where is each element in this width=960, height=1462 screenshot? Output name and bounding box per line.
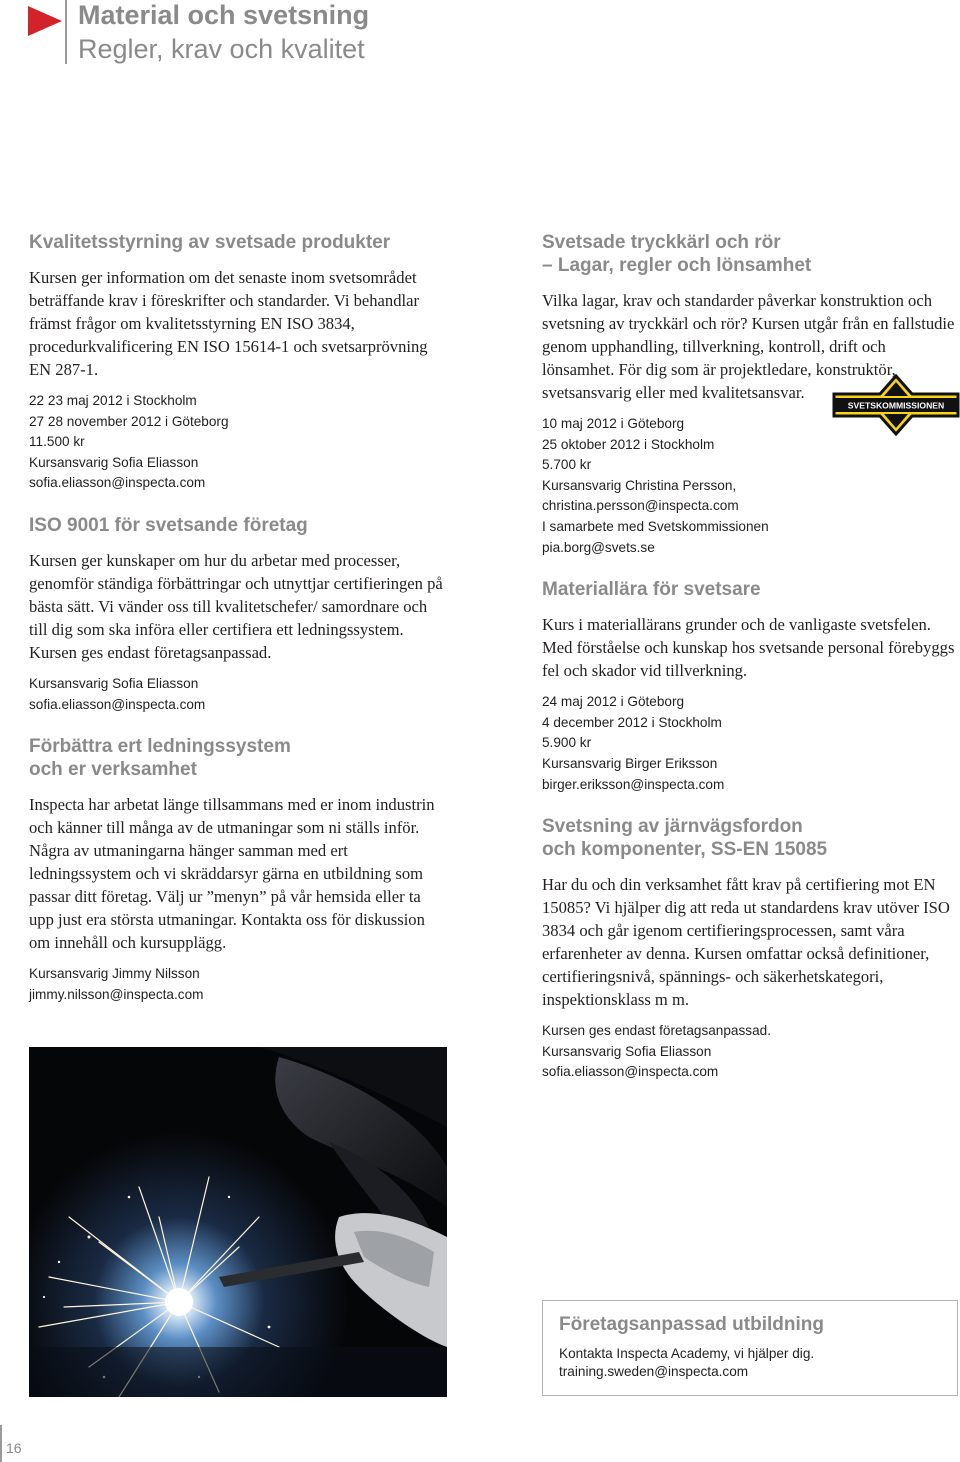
company-training-box — [542, 1300, 958, 1396]
box-line: Kontakta Inspecta Academy, vi hjälper dig. — [559, 1346, 815, 1361]
section-body: Kursen ger information om det senaste inom svetsområdet beträffande krav i föreskrifter och standarder. Vi behandlar främst frågor om kvalitetsstyrning EN ISO 3834, procedurkvalificering EN ISO 15614-1 och svetsarprövning EN 287-1. — [29, 268, 428, 379]
page-subtitle: Regler, krav och kvalitet — [78, 34, 365, 64]
course-date: 22 23 maj 2012 i Stockholm — [29, 393, 197, 408]
section-iso-9001 — [29, 514, 449, 715]
box-text — [559, 1345, 941, 1381]
partner-note: I samarbete med Svetskommissionen — [542, 518, 769, 534]
course-date: 4 december 2012 i Stockholm — [542, 714, 722, 730]
contact-email[interactable]: sofia.eliasson@inspecta.com — [29, 696, 206, 712]
partner-email[interactable]: pia.borg@svets.se — [542, 539, 655, 555]
course-details — [542, 692, 960, 795]
section-body: Har du och din verksamhet fått krav på certifiering mot EN 15085? Vi hjälper dig att reda ut standardens krav utöver ISO 3834 och går igenom certifieringsprocessen, samt våra erfarenheter av denna. Kursen omfattar också definitioner, certifieringsnivå, spännings- och säkerhetskategori, inspektionsklass m m. — [542, 875, 950, 1010]
triangle-marker-icon — [28, 6, 62, 36]
course-note: Kursen ges endast företagsanpassad. — [542, 1023, 771, 1039]
course-contact: Kursansvarig Christina Persson, — [542, 477, 737, 493]
welding-illustration — [29, 1047, 447, 1397]
section-body: Kursen ger kunskaper om hur du arbetar med processer, genomför ständiga förbättringar och utnyttjar certifieringen på bästa sätt. Vi vänder oss till kvalitetschefer/ samordnare och till dig som ska införa eller certifiera ett ledningssystem. Kursen ges endast företagsanpassad. — [29, 550, 443, 662]
section-heading-line: och komponenter, SS-EN 15085 — [542, 839, 828, 861]
course-contact: Kursansvarig Birger Eriksson — [542, 755, 718, 771]
section-heading-line: Svetsade tryckkärl och rör — [542, 232, 781, 253]
section-heading: Materiallära för svetsare — [542, 579, 761, 601]
welding-photo — [29, 1047, 447, 1397]
course-price: 5.900 kr — [542, 735, 592, 751]
course-price: 11.500 kr — [29, 434, 85, 450]
section-heading-line: Svetsning av järnvägsfordon — [542, 816, 803, 838]
right-column — [542, 231, 960, 1103]
section-heading: Kvalitetsstyrning av svetsade produkter — [29, 232, 391, 253]
section-heading-line: Förbättra ert ledningssystem — [29, 736, 291, 758]
course-details — [542, 1021, 960, 1083]
course-contact: Kursansvarig Sofia Eliasson — [542, 1043, 712, 1059]
course-date: 25 oktober 2012 i Stockholm — [542, 436, 715, 452]
section-body: Kurs i materiallärans grunder och de vanligaste svetsfelen. Med förståelse och kunskap hos svetsande personal förebyggs fel och skador vid tillverkning. — [542, 615, 955, 681]
contact-email[interactable]: sofia.eliasson@inspecta.com — [542, 1064, 719, 1080]
course-price: 5.700 kr — [542, 457, 592, 473]
course-contact: Kursansvarig Sofia Eliasson — [29, 675, 199, 691]
svetskommissionen-logo — [832, 374, 960, 436]
section-heading — [542, 231, 960, 277]
course-contact: Kursansvarig Sofia Eliasson — [29, 454, 199, 470]
footer-divider — [0, 1425, 2, 1462]
header-divider — [65, 0, 67, 64]
section-tryckkarl — [542, 231, 960, 558]
section-body: Inspecta har arbetat länge tillsammans med er inom industrin och känner till många av de utmaningar som ni ställs inför. Några av utmaningarna hänger samman med ert ledningssystem och vi skräddarsyr gärna en utbildning som passar ditt företag. Välj ur ”menyn” på vår hemsida eller ta upp just era största utmaningar. Kontakta oss för diskussion om innehåll och kursupplägg. — [29, 795, 435, 953]
section-jarnvagsfordon — [542, 815, 960, 1083]
section-heading — [29, 735, 449, 781]
section-heading-line: – Lagar, regler och lönsamhet — [542, 255, 812, 276]
section-materiallara — [542, 578, 960, 795]
page-number: 16 — [6, 1440, 22, 1456]
page-title: Material och svetsning — [78, 0, 370, 30]
box-heading: Företagsanpassad utbildning — [559, 1314, 824, 1335]
course-details — [542, 400, 960, 558]
course-date: 10 maj 2012 i Göteborg — [542, 416, 685, 431]
course-date: 27 28 november 2012 i Göteborg — [29, 413, 229, 429]
section-heading — [542, 815, 960, 861]
section-heading: ISO 9001 för svetsande företag — [29, 514, 308, 536]
course-details — [29, 391, 449, 494]
left-column — [29, 231, 449, 1025]
section-kvalitetsstyrning — [29, 231, 449, 494]
course-contact: Kursansvarig Jimmy Nilsson — [29, 966, 200, 982]
course-date: 24 maj 2012 i Göteborg — [542, 694, 685, 710]
course-details — [29, 674, 449, 715]
course-details — [29, 964, 449, 1005]
section-forbattra — [29, 735, 449, 1005]
contact-email[interactable]: sofia.eliasson@inspecta.com — [29, 475, 206, 491]
box-email[interactable]: training.sweden@inspecta.com — [559, 1364, 749, 1379]
section-body: Vilka lagar, krav och standarder påverkar konstruktion och svetsning av tryckkärl och rör? Kursen utgår från en fallstudie genom upphandling, tillverkning, kontroll, drift och lönsamhet. För dig som är projektledare, konstruktör, svetsansvarig eller med kvalitetsansvar. — [542, 291, 955, 402]
contact-email[interactable]: birger.eriksson@inspecta.com — [542, 776, 725, 792]
svg-text:SVETSKOMMISSIONEN: SVETSKOMMISSIONEN — [847, 400, 945, 411]
section-heading-line: och er verksamhet — [29, 759, 197, 781]
contact-email[interactable]: christina.persson@inspecta.com — [542, 498, 739, 514]
contact-email[interactable]: jimmy.nilsson@inspecta.com — [29, 986, 204, 1002]
